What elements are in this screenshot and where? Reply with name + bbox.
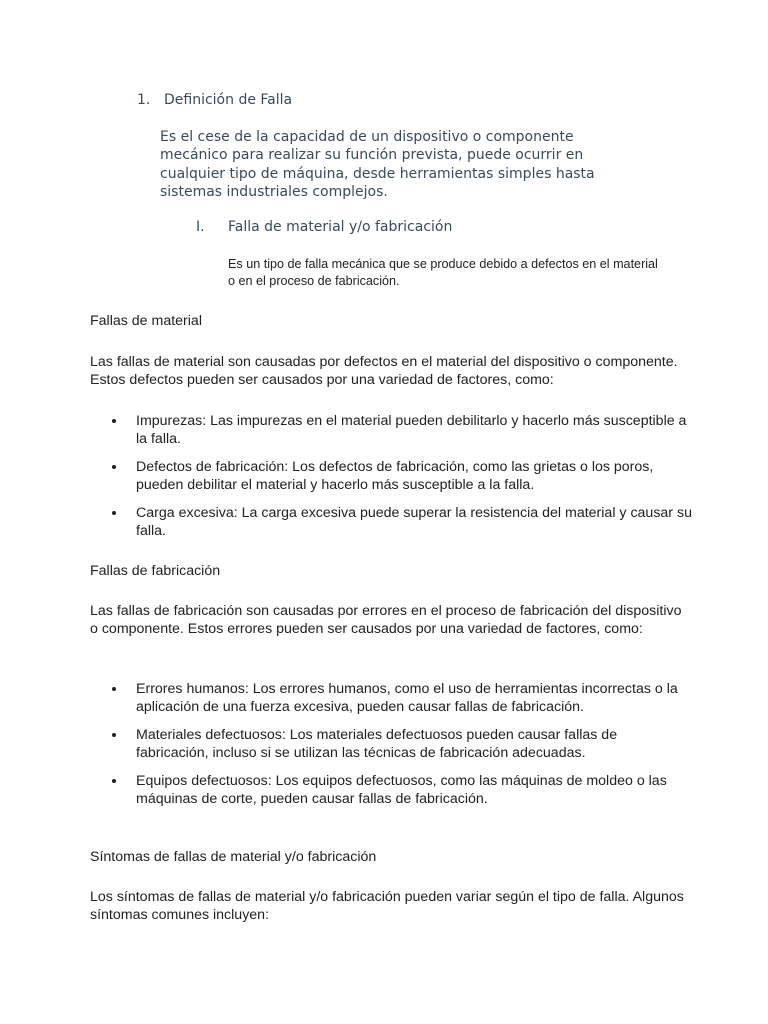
bullet-icon	[112, 419, 116, 423]
list-item	[112, 772, 692, 808]
material-intro: Las fallas de material son causadas por defectos en el material del dispositivo o componente. Estos defectos pueden ser causados por una variedad de factores, como:	[90, 354, 678, 388]
fabrication-list	[112, 680, 692, 818]
bullet-icon	[112, 511, 116, 515]
subsection-title: Falla de material y/o fabricación	[228, 219, 453, 235]
fabrication-intro: Las fallas de fabricación son causadas por errores en el proceso de fabricación del dispositivo o componente. Estos errores pueden ser causados por una variedad de factores, como:	[90, 603, 682, 637]
section-title: Definición de Falla	[164, 92, 293, 108]
bullet-icon	[112, 465, 116, 469]
bullet-icon	[112, 733, 116, 737]
list-item-text: Errores humanos: Los errores humanos, como el uso de herramientas incorrectas o la aplicación de una fuerza excesiva, pueden causar fallas de fabricación.	[136, 681, 678, 715]
list-item	[112, 504, 692, 540]
symptoms-heading: Síntomas de fallas de material y/o fabricación	[90, 849, 377, 865]
list-item-text: Defectos de fabricación: Los defectos de fabricación, como las grietas o los poros, pueden debilitar el material y hacerlo más susceptible a la falla.	[136, 459, 654, 493]
list-item	[112, 726, 692, 762]
symptoms-intro: Los síntomas de fallas de material y/o fabricación pueden variar según el tipo de falla. Algunos síntomas comunes incluyen:	[90, 889, 684, 923]
bullet-icon	[112, 779, 116, 783]
list-item-text: Impurezas: Las impurezas en el material pueden debilitarlo y hacerlo más susceptible a la falla.	[136, 413, 687, 447]
definition-paragraph: Es el cese de la capacidad de un dispositivo o componente mecánico para realizar su función prevista, puede ocurrir en cualquier tipo de máquina, desde herramientas simples hasta sistemas industriales complejos.	[160, 129, 595, 200]
list-item-text: Equipos defectuosos: Los equipos defectuosos, como las máquinas de moldeo o las máquinas de corte, pueden causar fallas de fabricación.	[136, 773, 667, 807]
list-item	[112, 458, 692, 494]
bullet-icon	[112, 687, 116, 691]
subsection-paragraph: Es un tipo de falla mecánica que se produce debido a defectos en el material o en el proceso de fabricación.	[228, 257, 658, 288]
section-number: 1.	[137, 92, 151, 108]
subsection-number: I.	[196, 219, 205, 235]
list-item	[112, 412, 692, 448]
fabrication-heading: Fallas de fabricación	[90, 563, 221, 579]
list-item	[112, 680, 692, 716]
material-heading: Fallas de material	[90, 313, 202, 329]
list-item-text: Materiales defectuosos: Los materiales defectuosos pueden causar fallas de fabricación, incluso si se utilizan las técnicas de fabricación adecuadas.	[136, 727, 618, 761]
list-item-text: Carga excesiva: La carga excesiva puede superar la resistencia del material y causar su falla.	[136, 505, 692, 539]
material-list	[112, 412, 692, 550]
